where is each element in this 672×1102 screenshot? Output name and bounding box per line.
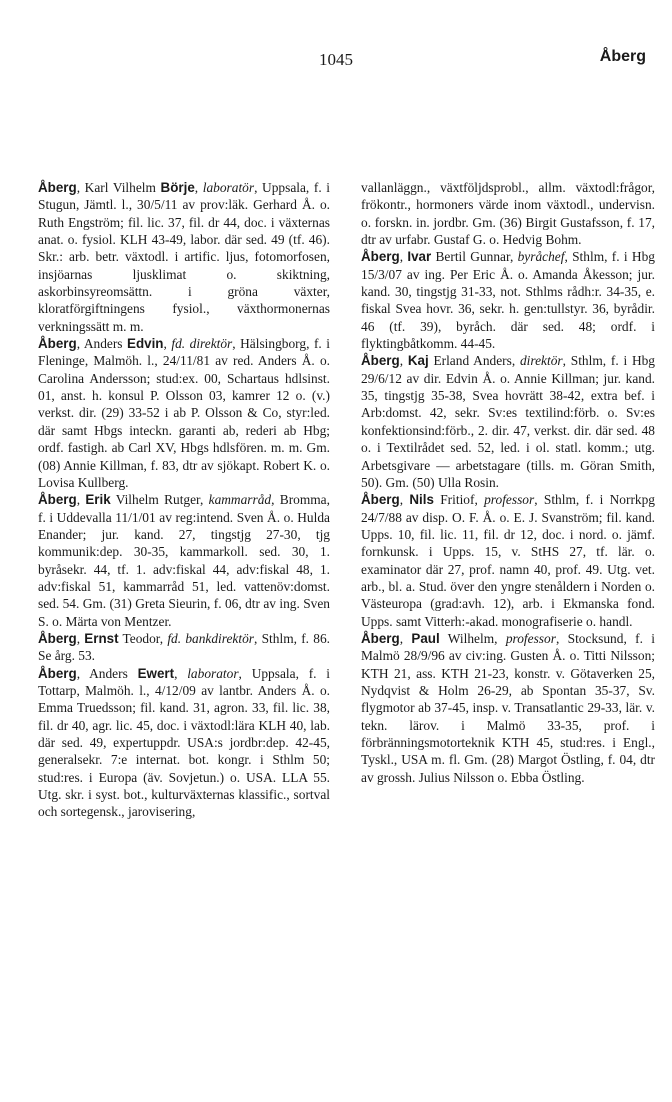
entry-occupation: professor <box>484 492 535 508</box>
entry-surname: Åberg <box>38 492 77 508</box>
entry-given-name: Ernst <box>84 630 119 646</box>
entry-given-name: Edvin <box>127 336 164 352</box>
entry-surname: Åberg <box>361 630 400 646</box>
entry-occupation: laboratör <box>202 180 255 195</box>
entry-ernst-aberg: Åberg, Ernst Teodor, fd. bankdirektör, Sthlm, f. 86. Se årg. 53. <box>38 630 330 664</box>
entry-occupation: kammarråd <box>208 492 272 508</box>
entry-occupation: byråchef <box>517 249 565 265</box>
entry-body: Sthlm, f. i Norrkpg 24/7/88 av disp. O. F. Å. o. E. J. Svanström; fil. kand. Upps. 10, fil. lic. 11, fil. dr 12, doc. i nord. o. jämf. fornkunsk. i Upps. 15, v. StHS 27, tf. lär. o. examinator där 27, prof. namn 40, prof. 49. Utg. vet. arb., bl. a. Stud. över den yngre stenåldern i Norden o. Västeuropa (grad:avh. 12), arb. i Ekmanska fond. Upps. samt Vitterh:-akad. monografiserie o. handl. <box>361 492 656 629</box>
entry-pre-names: Karl Vilhelm <box>84 180 156 195</box>
entry-kaj-aberg: Åberg, Kaj Erland Anders, direktör, Sthlm, f. i Hbg 29/6/12 av dir. Edvin Å. o. Annie Killman; jur. kand. 35, tingstjg 35-38, Svea hovrätt 38-42, extra bef. i Arb:domst. 42, sekr. Sv:es textilind:förb. o. Sv:es konfektionsind:förb., 2. dir. 47, verkst. dir. där sed. 48 o. i Textilrådet sed. 52, led. i ol. statl. komm.; utg. Arbetsgivare — arbetstagare (tills. m. Göran Smith, 50). Gm. (50) Ulla Rosin. <box>361 353 656 490</box>
left-column <box>38 179 330 821</box>
entry-post-names: Vilhelm Rutger <box>115 492 200 508</box>
entry-erik-aberg: Åberg, Erik Vilhelm Rutger, kammarråd, Bromma, f. i Uddevalla 11/1/01 av reg:intend. Sven Å. o. Hulda Enander; jur. kand. 27, tingstjg 27-30, tjg kommunik:dep. 30-35, kammarkoll. sed. 30, 1. byråsekr. 44, tf. 1. adv:fiskal 44, adv:fiskal 48, 1. adv:fiskal 51, kammarråd 51, led. vattenöv:domst. sed. 54. Gm. (31) Greta Sieurin, f. 06, dtr av ing. Sven S. o. Märta von Mentzer. <box>38 492 330 629</box>
entry-given-name: Ivar <box>407 249 432 265</box>
entry-surname: Åberg <box>361 249 400 265</box>
entry-post-names: Fritiof <box>440 492 475 508</box>
entry-surname: Åberg <box>38 180 77 195</box>
entry-post-names: Teodor <box>122 630 160 646</box>
entry-surname: Åberg <box>38 336 77 352</box>
entry-surname: Åberg <box>361 492 400 508</box>
entry-borje-aberg: Åberg, Karl Vilhelm Börje, laboratör, Uppsala, f. i Stugun, Jämtl. l., 30/5/11 av prov:läk. Gerhard Å. o. Ruth Engström; fil. lic. 37, fil. dr 44, doc. i växternas anat. o. fysiol. KLH 43-49, labor. där sed. 49 (tf. 46). Skr.: arb. betr. växtodl. i artific. ljus, fotomorfosen, insjöarnas ljusklimat o. skiktning, askorbinsyreomsättn. i gröna växter, kloratförgiftningens fysiol., växthormonernas verkningssätt m. m. <box>38 180 331 334</box>
right-column <box>361 179 655 786</box>
page-number: 1045 <box>319 50 353 69</box>
entry-edvin-aberg: Åberg, Anders Edvin, fd. direktör, Hälsingborg, f. i Fleninge, Malmöh. l., 24/11/81 av red. Anders Å. o. Carolina Andersson; stud:ex. 00, Schartaus hdlsinst. 01, anst. h. konsul P. Olsson 03, kamrer 12 o. (v.) verkst. dir. (29) 33-52 i ab P. Olsson & Co, styr:led. där samt Hbgs inteckn. garanti ab, rederi ab Hbg; ordf. fastigh. ab Carl XV, Hbgs hdlsfören. m. m. Gm. (08) Annie Killman, f. 83, dtr av sjökapt. Robert K. o. Lovisa Kullberg. <box>38 336 330 490</box>
entry-given-name: Erik <box>85 492 111 508</box>
entry-ivar-aberg: Åberg, Ivar Bertil Gunnar, byråchef, Sthlm, f. i Hbg 15/3/07 av ing. Per Eric Å. o. Amanda Åkesson; jur. kand. 30, tingstjg 31-33, not. Sthlms rådh:r. 34-35, e. fiskal Svea hovr. 36, sekr. h. gen:tullstyr. 36, byrådir. 46 (tf. 39), byråch. där sed. 48; ordf. i flyktingbåtkomm. 44-45. <box>361 249 655 352</box>
running-head: Åberg <box>599 48 646 65</box>
entry-pre-names: Anders <box>89 665 128 681</box>
entry-surname: Åberg <box>38 665 77 681</box>
entry-post-names: Erland Anders <box>433 353 512 369</box>
entry-post-names: Bertil Gunnar <box>435 249 510 265</box>
entry-occupation: laborator <box>187 665 239 681</box>
entry-given-name: Paul <box>411 630 440 646</box>
entry-occupation: direktör <box>519 353 563 369</box>
entry-post-names: Wilhelm <box>447 630 495 646</box>
entry-pre-names: Anders <box>83 336 123 352</box>
entry-given-name: Börje <box>160 180 195 195</box>
entry-given-name: Nils <box>409 492 434 508</box>
entry-body: Sthlm, f. 86. Se årg. 53. <box>38 630 330 664</box>
entry-continuation: vallanläggn., växtföljdsprobl., allm. växtodl:frågor, frökontr., hormoners värde inom växtodl., undervisn. o. forskn. in. jordbr. Gm. (36) Birgit Gustafsson, f. 17, dtr av urfabr. Gustaf G. o. Hedvig Bohm. <box>361 180 655 248</box>
entry-paul-aberg: Åberg, Paul Wilhelm, professor, Stocksund, f. i Malmö 28/9/96 av civ:ing. Gusten Å. o. Titti Nilsson; KTH 21, ass. KTH 21-23, konstr. v. Götaverken 25, Nydqvist & Holm 26-29, ab Spontan 35-37, Sv. flygmotor ab 37-45, insp. v. Transatlantic 29-33, lär. v. tekn. lärov. i Malmö 33-35, prof. i förbränningsmotorteknik KTH 45, stud:res. i Engl., Tyskl., USA m. fl. Gm. (28) Margot Östling, f. 04, dtr av grossh. Julius Nilsson o. Ebba Östling. <box>361 630 656 785</box>
entry-given-name: Ewert <box>137 665 175 681</box>
entry-surname: Åberg <box>38 630 77 646</box>
entry-occupation: fd. direktör <box>171 336 233 352</box>
entry-body: Sthlm, f. i Hbg 29/6/12 av dir. Edvin Å. o. Annie Killman; jur. kand. 35, tingstjg 35-38, Svea hovrätt 38-42, extra bef. i Arb:domst. 42, sekr. Sv:es textilind:förb. o. Sv:es konfektionsind:förb., 2. dir. 47, verkst. dir. där sed. 48 o. i Textilrådet sed. 52, led. i ol. statl. komm.; utg. Arbetsgivare — arbetstagare (tills. m. Göran Smith, 50). Gm. (50) Ulla Rosin. <box>361 353 656 490</box>
entry-body: Uppsala, f. i Tottarp, Malmöh. l., 4/12/09 av lantbr. Anders Å. o. Emma Truedsson; fil. kand. 31, agron. 33, fil. lic. 38, fil. dr 40, agr. lic. 45, doc. i växtodl:lära KLH 40, lab. där sed. 49, expertuppdr. USA:s jordbr:dep. 42-45, generalsekr. 7:e internat. bot. kongr. i Sthlm 50; stud:res. i Europa (äv. Sovjetun.) o. USA. LLA 55. Utg. skr. i syst. bot., kulturväxternas klassific., sortval och sortegensk., jarovisering, <box>38 665 331 820</box>
entry-nils-aberg: Åberg, Nils Fritiof, professor, Sthlm, f. i Norrkpg 24/7/88 av disp. O. F. Å. o. E. J. Svanström; fil. kand. Upps. 10, fil. lic. 11, fil. dr 12, doc. i nord. o. jämf. fornkunsk. i Upps. 15, v. StHS 27, tf. lär. o. examinator där 27, prof. namn 40, prof. 49. Utg. vet. arb., bl. a. Stud. över den yngre stenåldern i Norden o. Västeuropa (grad:avh. 12), arb. i Ekmanska fond. Upps. samt Vitterh:-akad. monografiserie o. handl. <box>361 492 656 629</box>
entry-body: Uppsala, f. i Stugun, Jämtl. l., 30/5/11 av prov:läk. Gerhard Å. o. Ruth Engström; fil. lic. 37, fil. dr 44, doc. i växternas anat. o. fysiol. KLH 43-49, labor. där sed. 49 (tf. 46). Skr.: arb. betr. växtodl. i artific. ljus, fotomorfosen, insjöarnas ljusklimat o. skiktning, askorbinsyreomsättn. i gröna växter, kloratförgiftningens fysiol., växthormonernas verkningssätt m. m. <box>38 180 331 334</box>
entry-occupation: fd. bankdirektör <box>167 630 255 646</box>
entry-surname: Åberg <box>361 353 400 369</box>
entry-body: Sthlm, f. i Hbg 15/3/07 av ing. Per Eric Å. o. Amanda Åkesson; jur. kand. 30, tingstjg 31-33, not. Sthlms rådh:r. 34-35, e. fiskal Svea hovr. 36, sekr. h. gen:tullstyr. 36, byrådir. 46 (tf. 39), byråch. där sed. 48; ordf. i flyktingbåtkomm. 44-45. <box>361 249 655 352</box>
entry-occupation: professor <box>505 630 556 646</box>
entry-body: Stocksund, f. i Malmö 28/9/96 av civ:ing. Gusten Å. o. Titti Nilsson; KTH 21, ass. KTH 21-23, konstr. v. Götaverken 25, Nydqvist & Holm 26-29, ab Spontan 35-37, Sv. flygmotor ab 37-45, insp. v. Transatlantic 29-33, lär. v. tekn. lärov. i Malmö 33-35, prof. i förbränningsmotorteknik KTH 45, stud:res. i Engl., Tyskl., USA m. fl. Gm. (28) Margot Östling, f. 04, dtr av grossh. Julius Nilsson o. Ebba Östling. <box>361 630 656 785</box>
entry-given-name: Kaj <box>407 353 429 369</box>
entry-body: Hälsingborg, f. i Fleninge, Malmöh. l., 24/11/81 av red. Anders Å. o. Carolina Andersson; stud:ex. 00, Schartaus hdlsinst. 01, anst. h. konsul P. Olsson 03, kamrer 12 o. (v.) verkst. dir. (29) 33-52 i ab P. Olsson & Co, styr:led. där samt Hbgs inteckn. garanti ab, rederi ab Hbg; ordf. fastigh. ab Carl XV, Hbgs hdlsfören. m. m. Gm. (08) Annie Killman, f. 83, dtr av sjökapt. Robert K. o. Lovisa Kullberg. <box>38 336 330 490</box>
entry-ewert-aberg: Åberg, Anders Ewert, laborator, Uppsala, f. i Tottarp, Malmöh. l., 4/12/09 av lantbr. Anders Å. o. Emma Truedsson; fil. kand. 31, agron. 33, fil. lic. 38, fil. dr 40, agr. lic. 45, doc. i växtodl:lära KLH 40, lab. där sed. 49, expertuppdr. USA:s jordbr:dep. 42-45, generalsekr. 7:e internat. bot. kongr. i Sthlm 50; stud:res. i Europa (äv. Sovjetun.) o. USA. LLA 55. Utg. skr. i syst. bot., kulturväxternas klassific., sortval och sortegensk., jarovisering, <box>38 665 331 820</box>
entry-body: Bromma, f. i Uddevalla 11/1/01 av reg:intend. Sven Å. o. Hulda Enander; jur. kand. 27, tingstjg 27-30, tjg kommunik:dep. 30-35, kammarkoll. sed. 30, 1. byråsekr. 44, tf. 1. adv:fiskal 44, adv:fiskal 48, 1. adv:fiskal 51, kammarråd 51, led. vattenöv:domst. sed. 54. Gm. (31) Greta Sieurin, f. 06, dtr av ing. Sven S. o. Märta von Mentzer. <box>38 492 330 629</box>
